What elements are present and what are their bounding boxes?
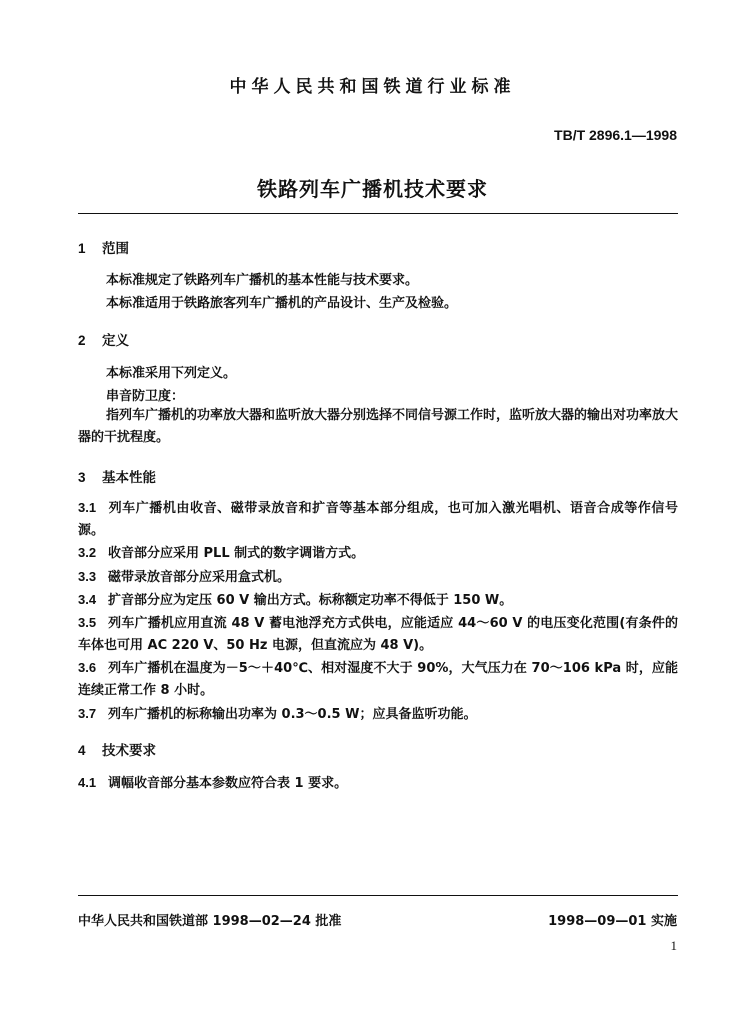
clause-3-2	[78, 542, 678, 565]
clause-number: 3.6	[78, 660, 97, 675]
section-number: 2	[78, 333, 86, 348]
clause-text: 列车广播机应用直流 48 V 蓄电池浮充方式供电，应能适应 44～60 V 的电压变化范围(有条件的车体也可用 AC 220 V、50 Hz 电源，但直流应为 48 V)。	[78, 616, 678, 653]
footer-divider	[78, 895, 678, 896]
clause-3-1	[78, 497, 678, 542]
clause-number: 3.5	[78, 615, 97, 630]
clause-text: 磁带录放音部分应采用盒式机。	[108, 570, 291, 585]
clause-number: 3.4	[78, 592, 97, 607]
section-2-paragraph-1: 本标准采用下列定义。	[106, 366, 237, 381]
approval-line: 中华人民共和国铁道部 1998—02—24 批准	[78, 914, 342, 929]
definition-term: 串音防卫度：	[106, 389, 185, 404]
document-title: 铁路列车广播机技术要求	[257, 177, 488, 201]
section-title: 基本性能	[102, 470, 156, 486]
clause-3-7	[78, 703, 678, 726]
clause-text: 列车广播机在温度为－5～＋40℃、相对湿度不大于 90%，大气压力在 70～106 kPa 时，应能连续正常工作 8 小时。	[78, 661, 678, 698]
section-4-heading	[78, 739, 156, 759]
clause-4-1	[78, 772, 678, 795]
section-2-heading	[78, 329, 129, 349]
section-3-heading	[78, 466, 156, 486]
clause-number: 3.2	[78, 545, 97, 560]
page-number: 1	[670, 938, 677, 953]
section-title: 范围	[102, 241, 129, 257]
section-number: 1	[78, 241, 86, 256]
standard-category-header: 中华人民共和国铁道行业标准	[229, 77, 516, 97]
section-number: 3	[78, 470, 86, 485]
section-1-paragraph-2: 本标准适用于铁路旅客列车广播机的产品设计、生产及检验。	[106, 296, 458, 311]
section-1-heading	[78, 237, 129, 257]
implementation-date: 1998—09—01 实施	[548, 914, 677, 929]
clause-3-6	[78, 657, 678, 702]
section-title: 技术要求	[102, 743, 156, 759]
clause-number: 3.1	[78, 500, 97, 515]
clause-3-4	[78, 589, 678, 612]
section-1-paragraph-1: 本标准规定了铁路列车广播机的基本性能与技术要求。	[106, 273, 419, 288]
clause-text: 列车广播机由收音、磁带录放音和扩音等基本部分组成，也可加入激光唱机、语音合成等作信号源。	[78, 501, 678, 538]
clause-number: 3.3	[78, 569, 97, 584]
clause-3-3	[78, 566, 678, 589]
standard-number: TB/T 2896.1—1998	[554, 127, 677, 143]
title-divider	[78, 213, 678, 214]
clause-text: 调幅收音部分基本参数应符合表 1 要求。	[108, 776, 348, 791]
clause-text: 列车广播机的标称输出功率为 0.3～0.5 W；应具备监听功能。	[108, 707, 477, 722]
section-title: 定义	[102, 333, 129, 349]
section-number: 4	[78, 743, 86, 758]
clause-number: 3.7	[78, 706, 97, 721]
clause-3-5	[78, 612, 678, 657]
definition-text: 指列车广播机的功率放大器和监听放大器分别选择不同信号源工作时，监听放大器的输出对功率放大器的干扰程度。	[78, 408, 679, 445]
clause-text: 扩音部分应为定压 60 V 输出方式。标称额定功率不得低于 150 W。	[108, 593, 513, 608]
clause-text: 收音部分应采用 PLL 制式的数字调谐方式。	[108, 546, 365, 561]
clause-number: 4.1	[78, 775, 97, 790]
